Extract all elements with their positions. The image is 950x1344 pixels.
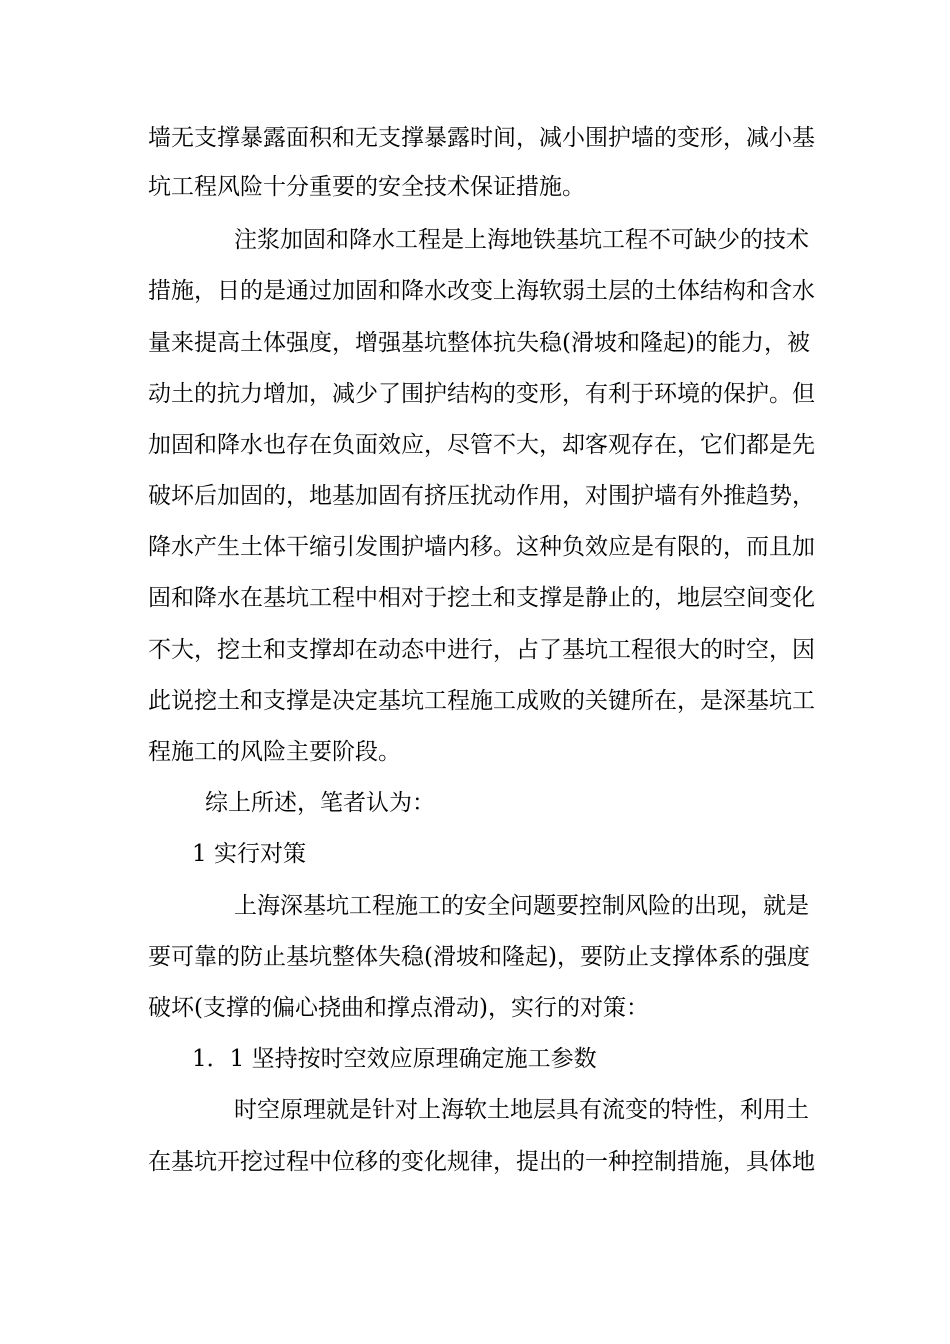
text-line: 要可靠的防止基坑整体失稳(滑坡和隆起)，要防止支撑体系的强度	[148, 944, 810, 970]
text-line: 破坏后加固的，地基加固有挤压扰动作用，对围护墙有外推趋势，	[148, 483, 815, 509]
text-line: 不大，挖土和支撑却在动态中进行，占了基坑工程很大的时空，因	[148, 637, 815, 663]
text-line: 降水产生土体干缩引发围护墙内移。这种负效应是有限的，而且加	[148, 534, 815, 560]
text-line: 加固和降水也存在负面效应，尽管不大，却客观存在，它们都是先	[148, 432, 815, 458]
text-line: 量来提高土体强度，增强基坑整体抗失稳(滑坡和隆起)的能力，被	[148, 330, 810, 356]
text-line: 坑工程风险十分重要的安全技术保证措施。	[148, 174, 585, 200]
text-line: 程施工的风险主要阶段。	[148, 739, 401, 765]
text-line: 墙无支撑暴露面积和无支撑暴露时间，减小围护墙的变形，减小基	[148, 125, 815, 151]
text-line: 措施，日的是通过加固和降水改变上海软弱土层的土体结构和含水	[148, 278, 815, 304]
text-line: 破坏(支撑的偏心挠曲和撑点滑动)，实行的对策：	[148, 995, 649, 1021]
text-line: 综上所述，笔者认为：	[205, 790, 435, 816]
text-line: 固和降水在基坑工程中相对于挖土和支撑是静止的，地层空间变化	[148, 585, 815, 611]
text-line: 时空原理就是针对上海软土地层具有流变的特性，利用土	[234, 1097, 809, 1123]
text-line: 注浆加固和降水工程是上海地铁基坑工程不可缺少的技术	[234, 227, 809, 253]
text-line: 动土的抗力增加，减少了围护结构的变形，有利于环境的保护。但	[148, 381, 815, 407]
section-heading: 1 实行对策	[192, 841, 306, 867]
text-line: 此说挖土和支撑是决定基坑工程施工成败的关键所在，是深基坑工	[148, 688, 815, 714]
text-line: 上海深基坑工程施工的安全问题要控制风险的出现，就是	[234, 893, 809, 919]
subsection-heading: 1．1 坚持按时空效应原理确定施工参数	[192, 1046, 597, 1072]
text-line: 在基坑开挖过程中位移的变化规律，提出的一种控制措施，具体地	[148, 1149, 815, 1175]
